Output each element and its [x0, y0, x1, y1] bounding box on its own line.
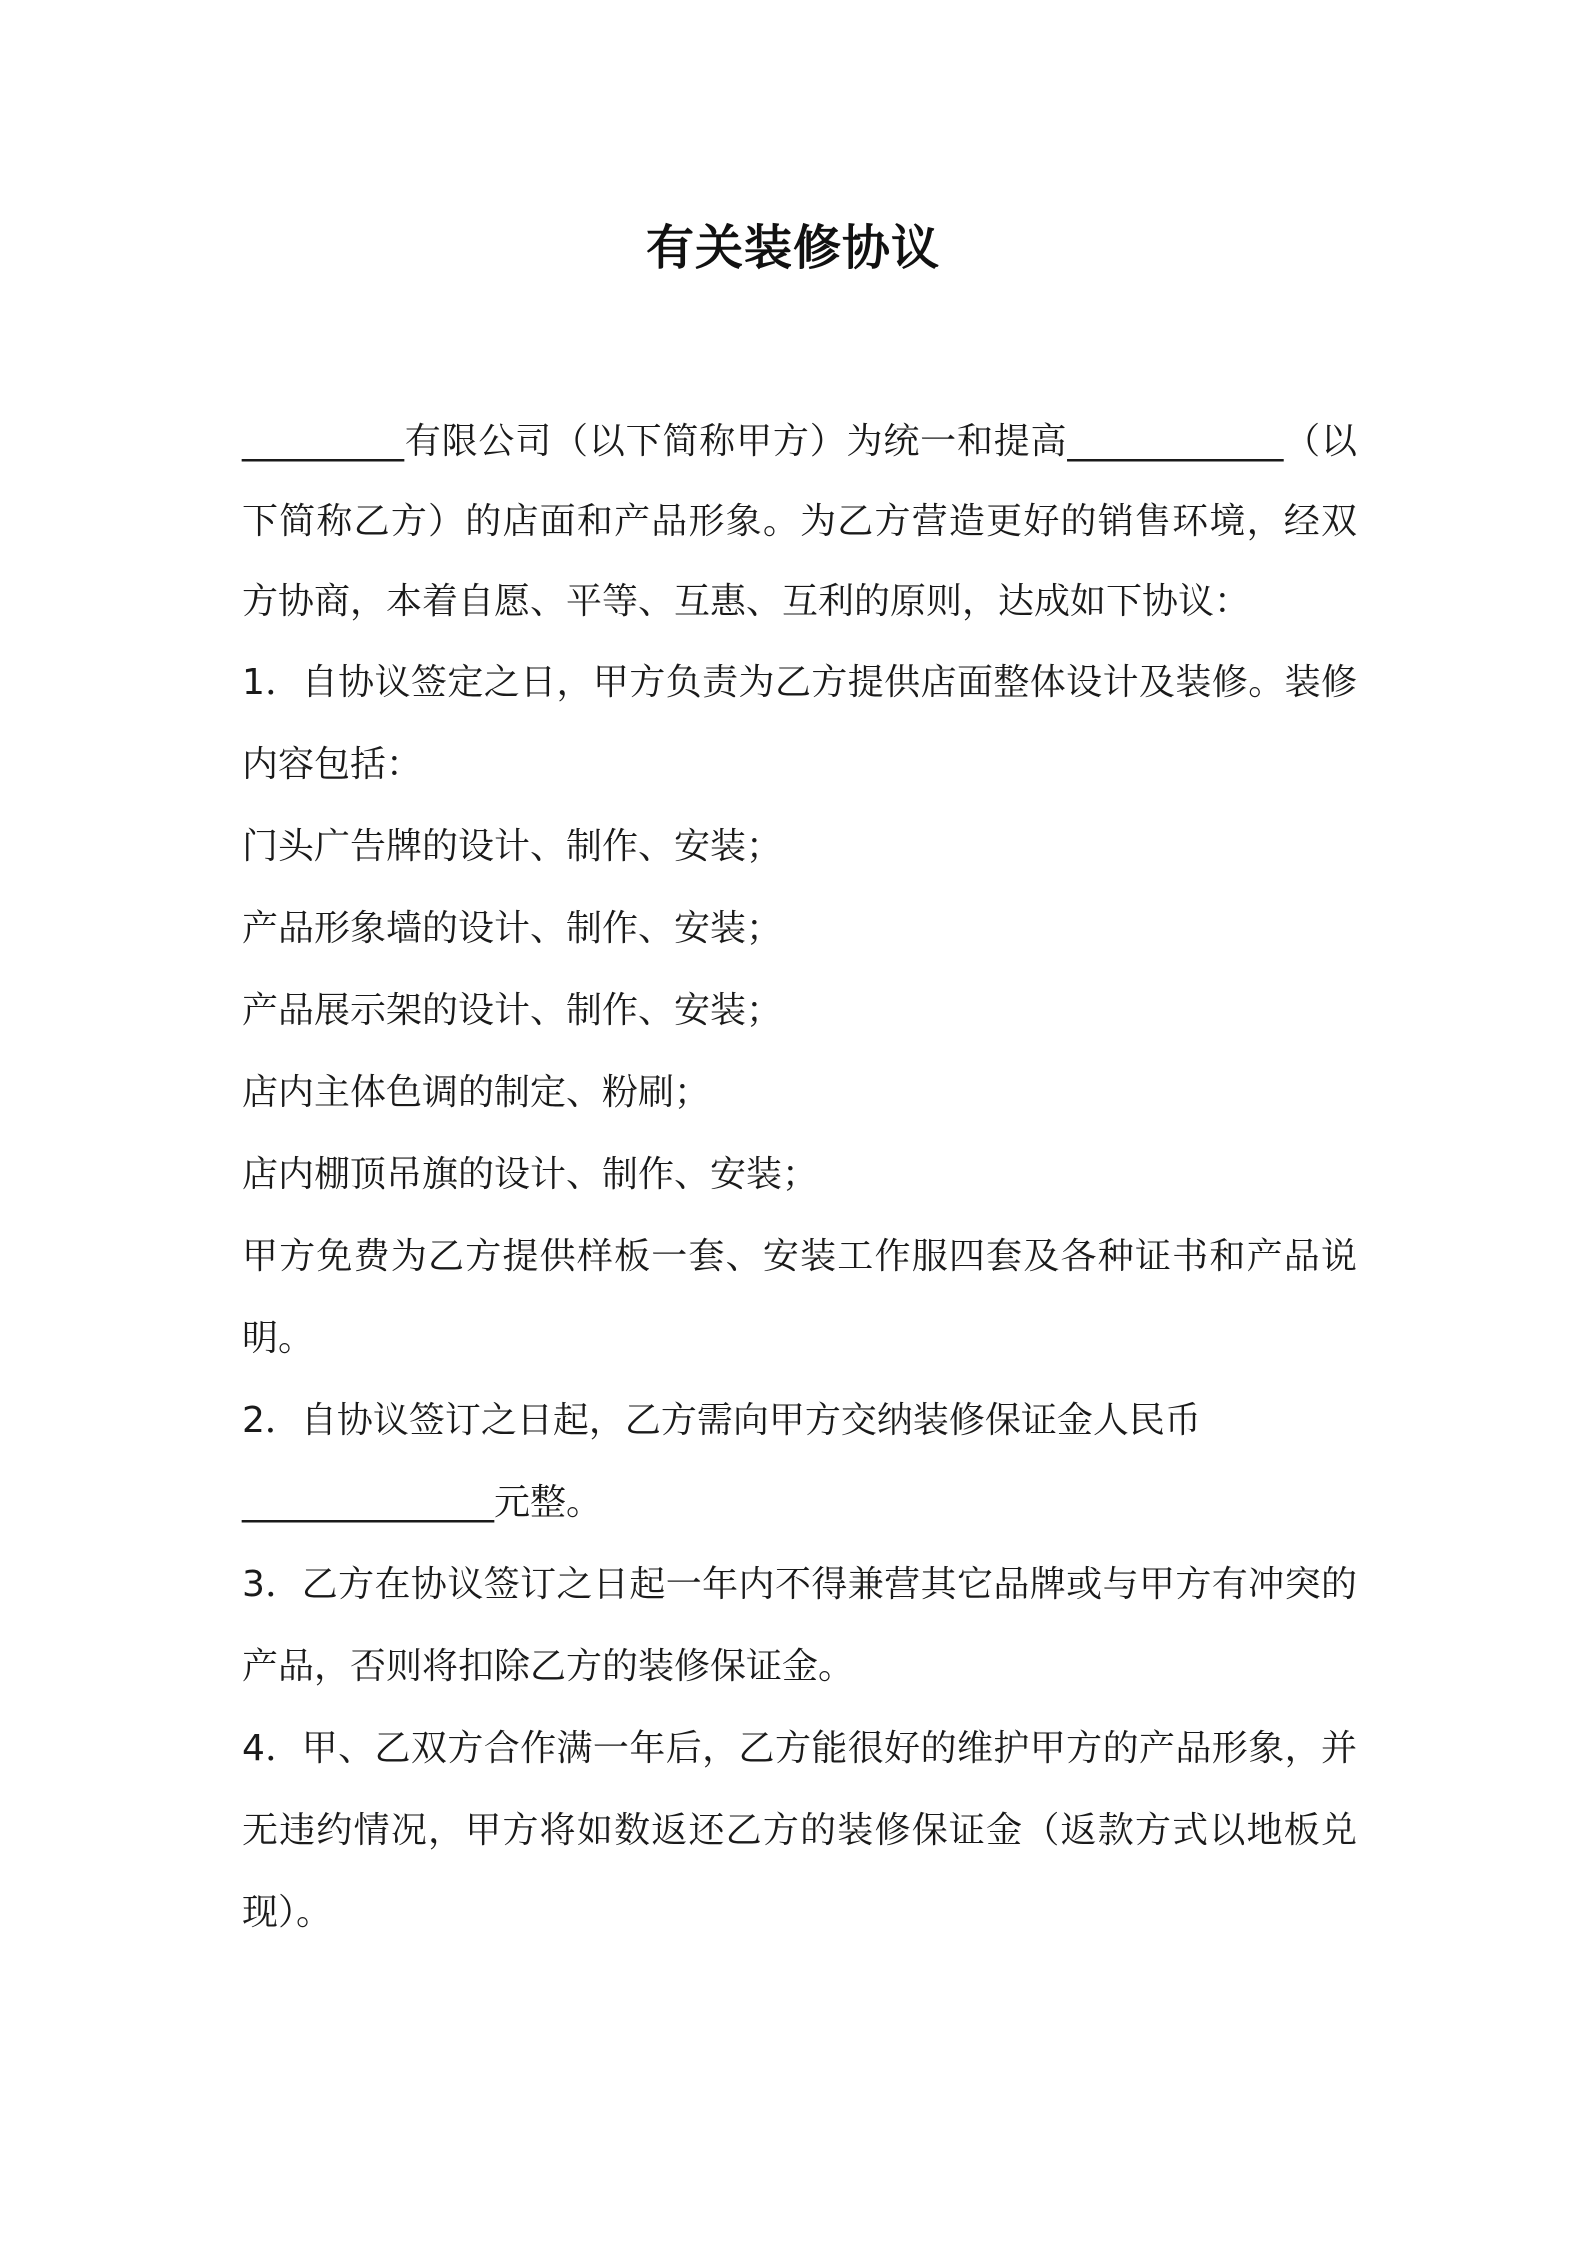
paragraph-clause-2-amount: ______________元整。 — [242, 1482, 603, 1523]
list-item-signboard: 门头广告牌的设计、制作、安装； — [242, 826, 783, 867]
list-item-ceiling-banner: 店内棚顶吊旗的设计、制作、安装； — [242, 1154, 819, 1195]
paragraph-clause-3: 3．乙方在协议签订之日起一年内不得兼营其它品牌或与甲方有冲突的产品，否则将扣除乙方的装修保证金。 — [242, 1564, 1357, 1687]
paragraph-intro: _________有限公司（以下简称甲方）为统一和提高____________（以下简称乙方）的店面和产品形象。为乙方营造更好的销售环境，经双方协商，本着自愿、平等、互惠、互利的原则，达成如下协议： — [242, 421, 1357, 622]
document-title: 有关装修协议 — [645, 220, 940, 276]
list-item-display-rack: 产品展示架的设计、制作、安装； — [242, 990, 783, 1031]
document-body — [242, 402, 1357, 1954]
paragraph-clause-4: 4．甲、乙双方合作满一年后，乙方能很好的维护甲方的产品形象，并无违约情况，甲方将如数返还乙方的装修保证金（返款方式以地板兑现）。 — [242, 1728, 1357, 1933]
list-item-image-wall: 产品形象墙的设计、制作、安装； — [242, 908, 783, 949]
paragraph-free-items: 甲方免费为乙方提供样板一套、安装工作服四套及各种证书和产品说明。 — [242, 1236, 1357, 1359]
list-item-color-scheme: 店内主体色调的制定、粉刷； — [242, 1072, 711, 1113]
paragraph-clause-2: 2．自协议签订之日起，乙方需向甲方交纳装修保证金人民币 — [242, 1400, 1201, 1441]
paragraph-clause-1: 1．自协议签定之日，甲方负责为乙方提供店面整体设计及装修。装修内容包括： — [242, 662, 1357, 785]
